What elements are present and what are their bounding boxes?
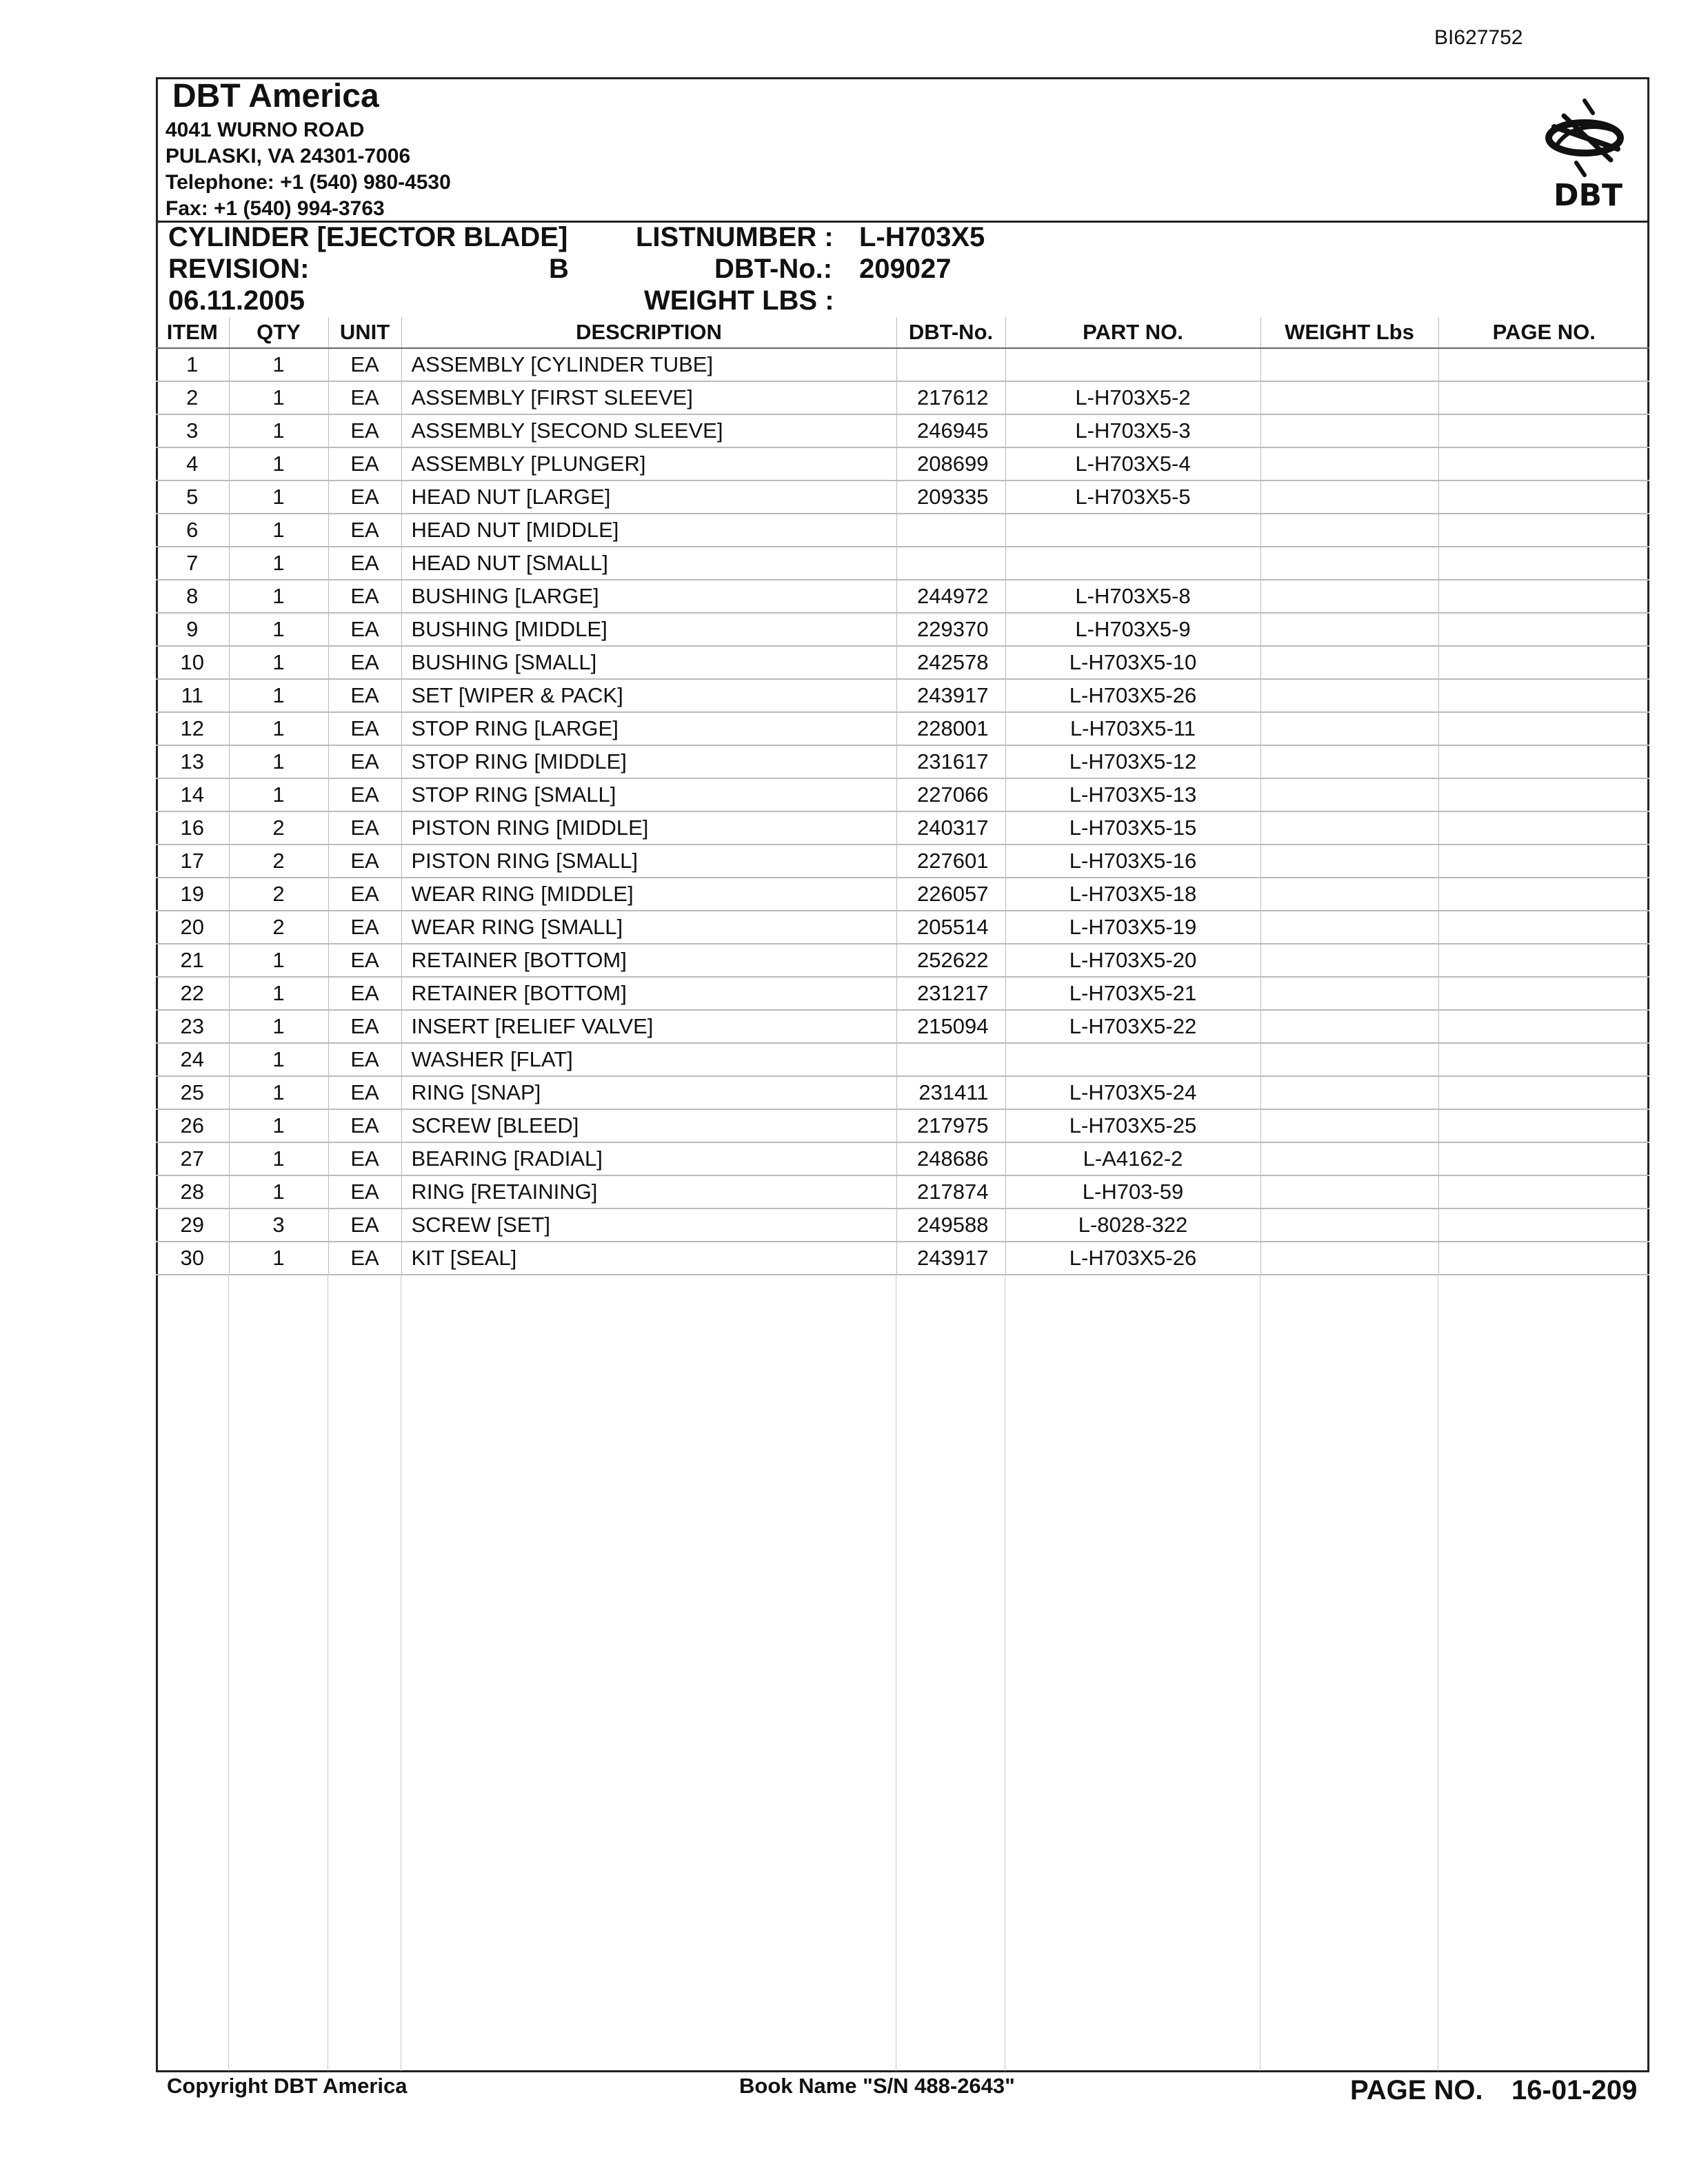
part-number-cell: L-H703X5-24	[1005, 1076, 1260, 1109]
unit-cell: EA	[328, 811, 401, 845]
part-number-cell: L-H703X5-5	[1005, 481, 1260, 514]
description-cell: KIT [SEAL]	[401, 1242, 896, 1275]
item-number-cell: 7	[156, 547, 229, 580]
unit-cell: EA	[328, 679, 401, 712]
page-number-cell	[1438, 414, 1649, 447]
table-row	[156, 580, 1649, 613]
quantity-cell: 2	[229, 811, 328, 845]
description-cell: PISTON RING [SMALL]	[401, 845, 896, 878]
unit-cell: EA	[328, 1142, 401, 1175]
part-number-cell: L-H703X5-11	[1005, 712, 1260, 745]
part-number-cell: L-H703X5-10	[1005, 646, 1260, 679]
item-number-cell: 29	[156, 1209, 229, 1242]
part-number-cell: L-H703X5-13	[1005, 778, 1260, 811]
table-row	[156, 481, 1649, 514]
description-cell: ASSEMBLY [CYLINDER TUBE]	[401, 348, 896, 381]
quantity-cell: 1	[229, 1043, 328, 1076]
dbt-logo	[1543, 97, 1633, 214]
page-number-cell	[1438, 381, 1649, 414]
description-cell: ASSEMBLY [FIRST SLEEVE]	[401, 381, 896, 414]
weight-cell	[1260, 679, 1438, 712]
quantity-cell: 1	[229, 481, 328, 514]
page-number-cell	[1438, 745, 1649, 778]
item-number-cell: 11	[156, 679, 229, 712]
page-number-cell	[1438, 712, 1649, 745]
page-number-cell	[1438, 348, 1649, 381]
page-number-label: PAGE NO.	[1350, 2075, 1483, 2105]
part-number-cell: L-A4162-2	[1005, 1142, 1260, 1175]
part-number-cell	[1005, 514, 1260, 547]
part-number-cell: L-H703X5-2	[1005, 381, 1260, 414]
weight-cell	[1260, 911, 1438, 944]
part-number-cell: L-H703X5-22	[1005, 1010, 1260, 1043]
logo-text: DBT	[1553, 178, 1623, 213]
item-number-cell: 28	[156, 1175, 229, 1209]
quantity-cell: 2	[229, 911, 328, 944]
weight-cell	[1260, 1242, 1438, 1275]
document-id: BI627752	[1434, 26, 1523, 49]
company-address-line-1: 4041 WURNO ROAD	[165, 119, 365, 141]
part-number-cell: L-H703X5-19	[1005, 911, 1260, 944]
weight-cell	[1260, 381, 1438, 414]
item-number-cell: 10	[156, 646, 229, 679]
description-cell: BEARING [RADIAL]	[401, 1142, 896, 1175]
weight-cell	[1260, 1175, 1438, 1209]
dbt-number-cell: 205514	[896, 911, 1005, 944]
quantity-cell: 2	[229, 878, 328, 911]
page-number-cell	[1438, 811, 1649, 845]
page-number-cell	[1438, 1209, 1649, 1242]
weight-cell	[1260, 646, 1438, 679]
unit-cell: EA	[328, 944, 401, 977]
table-header-row	[156, 317, 1649, 348]
weight-cell	[1260, 481, 1438, 514]
listnumber-label: LISTNUMBER :	[636, 222, 834, 252]
page-number-cell	[1438, 613, 1649, 646]
weight-cell	[1260, 878, 1438, 911]
description-cell: HEAD NUT [SMALL]	[401, 547, 896, 580]
quantity-cell: 1	[229, 1175, 328, 1209]
item-number-cell: 12	[156, 712, 229, 745]
unit-cell: EA	[328, 1010, 401, 1043]
description-cell: RETAINER [BOTTOM]	[401, 977, 896, 1010]
dbt-number-cell: 248686	[896, 1142, 1005, 1175]
page-number-cell	[1438, 845, 1649, 878]
weight-cell	[1260, 1010, 1438, 1043]
table-row	[156, 679, 1649, 712]
part-number-cell: L-H703X5-4	[1005, 447, 1260, 481]
weight-cell	[1260, 613, 1438, 646]
table-row	[156, 1010, 1649, 1043]
part-number-cell: L-H703X5-3	[1005, 414, 1260, 447]
weight-cell	[1260, 977, 1438, 1010]
dbt-number-cell: 244972	[896, 580, 1005, 613]
table-row	[156, 911, 1649, 944]
item-number-cell: 19	[156, 878, 229, 911]
page-number-cell	[1438, 514, 1649, 547]
quantity-cell: 1	[229, 447, 328, 481]
dbt-number-cell: 249588	[896, 1209, 1005, 1242]
dbt-number-cell: 243917	[896, 1242, 1005, 1275]
company-name: DBT America	[172, 78, 379, 114]
company-block	[165, 76, 451, 222]
part-number-cell	[1005, 547, 1260, 580]
unit-cell: EA	[328, 1242, 401, 1275]
dbt-number-cell	[896, 514, 1005, 547]
weight-cell	[1260, 1142, 1438, 1175]
table-row	[156, 1043, 1649, 1076]
description-cell: WEAR RING [MIDDLE]	[401, 878, 896, 911]
dbt-number-cell	[896, 348, 1005, 381]
unit-cell: EA	[328, 712, 401, 745]
item-number-cell: 3	[156, 414, 229, 447]
document-date: 06.11.2005	[168, 285, 305, 316]
unit-cell: EA	[328, 878, 401, 911]
item-number-cell: 24	[156, 1043, 229, 1076]
table-row	[156, 878, 1649, 911]
part-number-cell: L-H703X5-26	[1005, 679, 1260, 712]
unit-cell: EA	[328, 977, 401, 1010]
table-row	[156, 745, 1649, 778]
column-divider	[228, 1274, 229, 2071]
item-number-cell: 4	[156, 447, 229, 481]
unit-cell: EA	[328, 613, 401, 646]
description-cell: RING [RETAINING]	[401, 1175, 896, 1209]
item-number-cell: 14	[156, 778, 229, 811]
unit-cell: EA	[328, 447, 401, 481]
description-cell: BUSHING [SMALL]	[401, 646, 896, 679]
quantity-cell: 1	[229, 944, 328, 977]
unit-cell: EA	[328, 547, 401, 580]
column-header: ITEM	[156, 317, 229, 348]
item-number-cell: 16	[156, 811, 229, 845]
page-number-cell	[1438, 1175, 1649, 1209]
dbt-number-cell: 227601	[896, 845, 1005, 878]
table-row	[156, 712, 1649, 745]
unit-cell: EA	[328, 1209, 401, 1242]
dbt-number-cell: 228001	[896, 712, 1005, 745]
page-number-cell	[1438, 646, 1649, 679]
page-number-cell	[1438, 679, 1649, 712]
item-number-cell: 17	[156, 845, 229, 878]
page-number-cell	[1438, 1109, 1649, 1142]
page-number-cell	[1438, 944, 1649, 977]
description-cell: RING [SNAP]	[401, 1076, 896, 1109]
weight-cell	[1260, 580, 1438, 613]
description-cell: ASSEMBLY [PLUNGER]	[401, 447, 896, 481]
item-number-cell: 13	[156, 745, 229, 778]
column-header: QTY	[229, 317, 328, 348]
dbt-number-cell: 229370	[896, 613, 1005, 646]
item-number-cell: 26	[156, 1109, 229, 1142]
weight-cell	[1260, 1209, 1438, 1242]
revision-label: REVISION:	[168, 254, 310, 284]
item-number-cell: 22	[156, 977, 229, 1010]
page-number-cell	[1438, 778, 1649, 811]
dbt-number-cell: 231411	[896, 1076, 1005, 1109]
column-header: PART NO.	[1005, 317, 1260, 348]
dbt-number-cell: 215094	[896, 1010, 1005, 1043]
company-telephone: Telephone: +1 (540) 980-4530	[165, 171, 451, 194]
page-number-cell	[1438, 1010, 1649, 1043]
part-number-cell: L-H703X5-12	[1005, 745, 1260, 778]
page-number-value: 16-01-209	[1511, 2075, 1638, 2105]
table-row	[156, 348, 1649, 381]
page-number-cell	[1438, 1076, 1649, 1109]
dbt-number-cell: 217612	[896, 381, 1005, 414]
unit-cell: EA	[328, 778, 401, 811]
dbt-number-cell: 246945	[896, 414, 1005, 447]
unit-cell: EA	[328, 348, 401, 381]
parts-table	[156, 317, 1649, 1275]
part-number-cell: L-8028-322	[1005, 1209, 1260, 1242]
part-number-cell: L-H703X5-26	[1005, 1242, 1260, 1275]
unit-cell: EA	[328, 481, 401, 514]
column-header: UNIT	[328, 317, 401, 348]
table-row	[156, 811, 1649, 845]
description-cell: SCREW [BLEED]	[401, 1109, 896, 1142]
weight-cell	[1260, 1076, 1438, 1109]
table-row	[156, 447, 1649, 481]
unit-cell: EA	[328, 514, 401, 547]
page-number-cell	[1438, 447, 1649, 481]
dbt-number-cell: 217874	[896, 1175, 1005, 1209]
table-row	[156, 977, 1649, 1010]
weight-cell	[1260, 944, 1438, 977]
part-number-cell: L-H703-59	[1005, 1175, 1260, 1209]
table-row	[156, 646, 1649, 679]
quantity-cell: 2	[229, 845, 328, 878]
weight-cell	[1260, 845, 1438, 878]
copyright-text: Copyright DBT America	[167, 2074, 408, 2098]
listnumber-value: L-H703X5	[859, 222, 985, 252]
item-number-cell: 6	[156, 514, 229, 547]
weight-cell	[1260, 348, 1438, 381]
page-number-cell	[1438, 911, 1649, 944]
book-name: Book Name "S/N 488-2643"	[739, 2074, 1015, 2098]
quantity-cell: 1	[229, 547, 328, 580]
unit-cell: EA	[328, 414, 401, 447]
quantity-cell: 1	[229, 646, 328, 679]
quantity-cell: 1	[229, 977, 328, 1010]
description-cell: HEAD NUT [MIDDLE]	[401, 514, 896, 547]
unit-cell: EA	[328, 381, 401, 414]
description-cell: RETAINER [BOTTOM]	[401, 944, 896, 977]
description-cell: WEAR RING [SMALL]	[401, 911, 896, 944]
item-number-cell: 2	[156, 381, 229, 414]
part-number-cell	[1005, 1043, 1260, 1076]
company-fax: Fax: +1 (540) 994-3763	[165, 197, 385, 220]
weight-cell	[1260, 778, 1438, 811]
description-cell: WASHER [FLAT]	[401, 1043, 896, 1076]
quantity-cell: 1	[229, 712, 328, 745]
weight-cell	[1260, 1043, 1438, 1076]
table-row	[156, 1209, 1649, 1242]
dbt-number-cell	[896, 1043, 1005, 1076]
dbt-number-cell: 240317	[896, 811, 1005, 845]
column-header: DESCRIPTION	[401, 317, 896, 348]
table-row	[156, 1142, 1649, 1175]
quantity-cell: 1	[229, 381, 328, 414]
description-cell: ASSEMBLY [SECOND SLEEVE]	[401, 414, 896, 447]
dbt-number-cell: 209335	[896, 481, 1005, 514]
part-number-cell: L-H703X5-15	[1005, 811, 1260, 845]
assembly-title: CYLINDER [EJECTOR BLADE]	[168, 222, 568, 252]
unit-cell: EA	[328, 911, 401, 944]
unit-cell: EA	[328, 1175, 401, 1209]
table-row	[156, 1076, 1649, 1109]
page-number-cell	[1438, 1242, 1649, 1275]
description-cell: INSERT [RELIEF VALVE]	[401, 1010, 896, 1043]
quantity-cell: 1	[229, 1109, 328, 1142]
description-cell: SCREW [SET]	[401, 1209, 896, 1242]
description-cell: STOP RING [SMALL]	[401, 778, 896, 811]
dbt-number-cell: 243917	[896, 679, 1005, 712]
table-row	[156, 778, 1649, 811]
item-number-cell: 8	[156, 580, 229, 613]
description-cell: SET [WIPER & PACK]	[401, 679, 896, 712]
quantity-cell: 1	[229, 1142, 328, 1175]
column-header: DBT-No.	[896, 317, 1005, 348]
part-number-cell: L-H703X5-20	[1005, 944, 1260, 977]
quantity-cell: 1	[229, 613, 328, 646]
weight-cell	[1260, 811, 1438, 845]
dbt-number-cell: 226057	[896, 878, 1005, 911]
item-number-cell: 25	[156, 1076, 229, 1109]
item-number-cell: 21	[156, 944, 229, 977]
item-number-cell: 20	[156, 911, 229, 944]
table-row	[156, 1242, 1649, 1275]
weight-cell	[1260, 1109, 1438, 1142]
column-header: PAGE NO.	[1438, 317, 1649, 348]
quantity-cell: 1	[229, 679, 328, 712]
quantity-cell: 1	[229, 580, 328, 613]
table-row	[156, 1175, 1649, 1209]
table-row	[156, 547, 1649, 580]
part-number-cell: L-H703X5-21	[1005, 977, 1260, 1010]
part-number-cell: L-H703X5-25	[1005, 1109, 1260, 1142]
page-number-cell	[1438, 547, 1649, 580]
table-row	[156, 1109, 1649, 1142]
unit-cell: EA	[328, 646, 401, 679]
company-address-line-2: PULASKI, VA 24301-7006	[165, 145, 411, 168]
weight-cell	[1260, 547, 1438, 580]
page-number-cell	[1438, 1043, 1649, 1076]
quantity-cell: 1	[229, 745, 328, 778]
weight-cell	[1260, 447, 1438, 481]
description-cell: STOP RING [MIDDLE]	[401, 745, 896, 778]
quantity-cell: 1	[229, 778, 328, 811]
quantity-cell: 1	[229, 414, 328, 447]
page-number-cell	[1438, 1142, 1649, 1175]
weight-cell	[1260, 514, 1438, 547]
item-number-cell: 23	[156, 1010, 229, 1043]
dbt-number-cell: 217975	[896, 1109, 1005, 1142]
table-row	[156, 414, 1649, 447]
revision-value: B	[549, 254, 569, 284]
item-number-cell: 1	[156, 348, 229, 381]
item-number-cell: 5	[156, 481, 229, 514]
dbt-number-value: 209027	[859, 254, 952, 284]
dbt-number-cell	[896, 547, 1005, 580]
description-cell: BUSHING [MIDDLE]	[401, 613, 896, 646]
description-cell: STOP RING [LARGE]	[401, 712, 896, 745]
item-number-cell: 9	[156, 613, 229, 646]
page-number-cell	[1438, 580, 1649, 613]
description-cell: BUSHING [LARGE]	[401, 580, 896, 613]
dbt-number-cell: 242578	[896, 646, 1005, 679]
quantity-cell: 1	[229, 1076, 328, 1109]
dbt-number-cell: 208699	[896, 447, 1005, 481]
dbt-number-cell: 252622	[896, 944, 1005, 977]
quantity-cell: 1	[229, 1010, 328, 1043]
table-row	[156, 944, 1649, 977]
page-number-cell	[1438, 977, 1649, 1010]
unit-cell: EA	[328, 1043, 401, 1076]
dbt-number-label: DBT-No.:	[714, 254, 833, 284]
table-row	[156, 613, 1649, 646]
item-number-cell: 27	[156, 1142, 229, 1175]
table-row	[156, 381, 1649, 414]
unit-cell: EA	[328, 1076, 401, 1109]
unit-cell: EA	[328, 845, 401, 878]
page-number-cell	[1438, 481, 1649, 514]
unit-cell: EA	[328, 1109, 401, 1142]
table-row	[156, 514, 1649, 547]
item-number-cell: 30	[156, 1242, 229, 1275]
weight-cell	[1260, 712, 1438, 745]
unit-cell: EA	[328, 745, 401, 778]
dbt-number-cell: 231617	[896, 745, 1005, 778]
column-header: WEIGHT Lbs	[1260, 317, 1438, 348]
dbt-number-cell: 227066	[896, 778, 1005, 811]
weight-label: WEIGHT LBS :	[644, 285, 834, 316]
weight-cell	[1260, 414, 1438, 447]
description-cell: PISTON RING [MIDDLE]	[401, 811, 896, 845]
part-number-cell: L-H703X5-8	[1005, 580, 1260, 613]
part-number-cell: L-H703X5-16	[1005, 845, 1260, 878]
page-number-cell	[1438, 878, 1649, 911]
quantity-cell: 3	[229, 1209, 328, 1242]
weight-cell	[1260, 745, 1438, 778]
table-row	[156, 845, 1649, 878]
quantity-cell: 1	[229, 514, 328, 547]
description-cell: HEAD NUT [LARGE]	[401, 481, 896, 514]
part-number-cell: L-H703X5-18	[1005, 878, 1260, 911]
part-number-cell	[1005, 348, 1260, 381]
quantity-cell: 1	[229, 348, 328, 381]
part-number-cell: L-H703X5-9	[1005, 613, 1260, 646]
quantity-cell: 1	[229, 1242, 328, 1275]
unit-cell: EA	[328, 580, 401, 613]
dbt-number-cell: 231217	[896, 977, 1005, 1010]
